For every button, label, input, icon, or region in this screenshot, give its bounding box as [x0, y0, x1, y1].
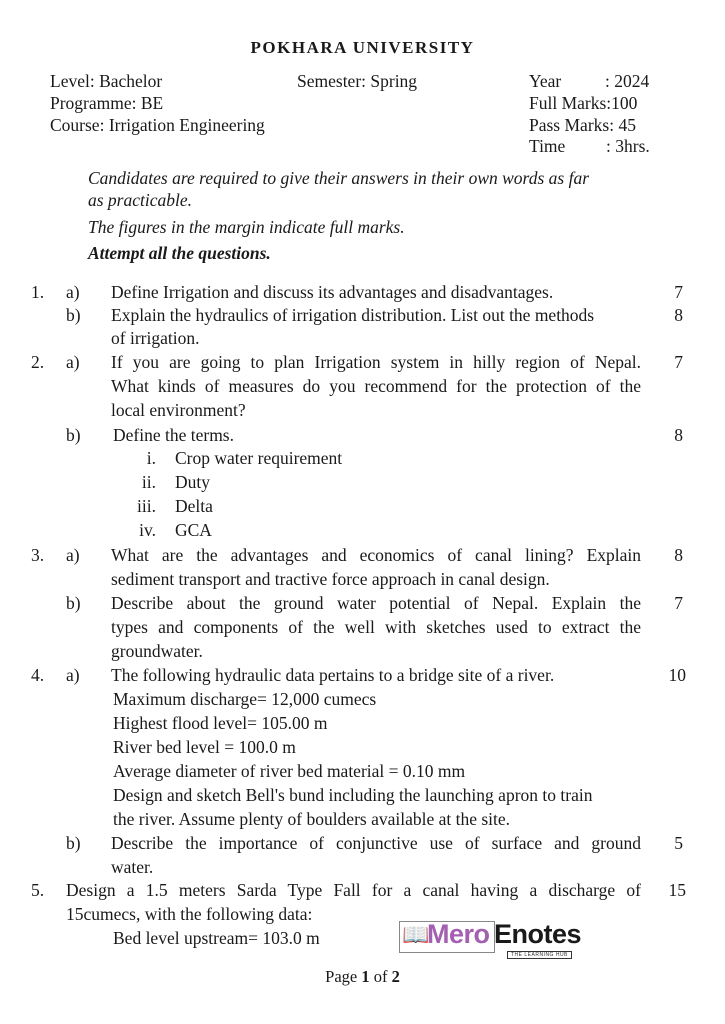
term-text: GCA [175, 520, 212, 540]
question-marks: 8 [674, 425, 683, 445]
instruction-line-3: The figures in the margin indicate full marks. [88, 217, 405, 237]
data-line: Maximum discharge= 12,000 cumecs [113, 689, 377, 709]
logo-tagline: THE LEARNING HUB [507, 951, 572, 959]
data-line: River bed level = 100.0 m [113, 737, 296, 757]
question-number: 4. [31, 665, 45, 685]
question-text: of irrigation. [111, 328, 200, 348]
time-value: : 3hrs. [606, 136, 650, 156]
term-number: i. [146, 448, 156, 468]
sub-question-label: a) [66, 282, 80, 302]
level-info: Level: Bachelor [50, 71, 163, 91]
programme-info: Programme: BE [50, 93, 164, 113]
question-marks: 7 [674, 593, 683, 613]
sub-question-label: b) [66, 425, 81, 445]
question-text: What kinds of measures do you recommend for the protection of the [111, 376, 641, 396]
question-text: Define Irrigation and discuss its advantages and disadvantages. [111, 282, 554, 302]
question-text: Describe about the ground water potential of Nepal. Explain the [111, 593, 641, 613]
question-marks: 5 [674, 833, 683, 853]
question-text: Define the terms. [113, 425, 234, 445]
of-word: of [373, 967, 388, 986]
question-marks: 15 [668, 880, 686, 900]
page-word: Page [325, 967, 358, 986]
sub-question-label: a) [66, 352, 80, 372]
page-footer [0, 967, 725, 987]
instruction-line-4: Attempt all the questions. [88, 243, 271, 263]
current-page: 1 [361, 967, 370, 986]
sub-question-label: a) [66, 665, 80, 685]
course-info: Course: Irrigation Engineering [50, 115, 265, 135]
question-text: If you are going to plan Irrigation system in hilly region of Nepal. [111, 352, 641, 372]
sub-question-label: b) [66, 305, 81, 325]
question-marks: 7 [674, 352, 683, 372]
question-text: the river. Assume plenty of boulders available at the site. [113, 809, 511, 829]
year-value: : 2024 [605, 71, 650, 91]
question-text: 15cumecs, with the following data: [66, 904, 313, 924]
question-number: 3. [31, 545, 45, 565]
question-number: 5. [31, 880, 45, 900]
question-text: Explain the hydraulics of irrigation distribution. List out the methods [111, 305, 595, 325]
logo-mero-text: Mero [427, 919, 490, 949]
pass-marks: Pass Marks: 45 [529, 115, 636, 135]
question-text: local environment? [111, 400, 246, 420]
semester-info: Semester: Spring [297, 71, 418, 91]
instruction-line-1: Candidates are required to give their answers in their own words as far [88, 168, 590, 188]
term-text: Delta [175, 496, 213, 516]
year-label: Year [529, 71, 562, 91]
time-label: Time [529, 136, 566, 156]
question-number: 1. [31, 282, 45, 302]
term-text: Crop water requirement [175, 448, 343, 468]
total-pages: 2 [391, 967, 400, 986]
question-text: The following hydraulic data pertains to a bridge site of a river. [111, 665, 555, 685]
question-marks: 8 [674, 545, 683, 565]
question-text: What are the advantages and economics of canal lining? Explain [111, 545, 641, 565]
data-line: Average diameter of river bed material = 0.10 mm [113, 761, 466, 781]
term-text: Duty [175, 472, 210, 492]
question-text: groundwater. [111, 641, 203, 661]
sub-question-label: b) [66, 833, 81, 853]
instruction-line-2: as practicable. [88, 190, 193, 210]
term-number: iii. [137, 496, 156, 516]
question-marks: 10 [668, 665, 686, 685]
sub-question-label: a) [66, 545, 80, 565]
full-marks: Full Marks:100 [529, 93, 638, 113]
logo-enotes-text: Enotes [494, 919, 582, 949]
question-marks: 7 [674, 282, 683, 302]
question-text: Design a 1.5 meters Sarda Type Fall for a canal having a discharge of [66, 880, 641, 900]
question-text: water. [111, 857, 154, 877]
question-marks: 8 [674, 305, 683, 325]
meroenotes-watermark [397, 917, 592, 963]
question-number: 2. [31, 352, 45, 372]
term-number: iv. [139, 520, 156, 540]
question-text: Design and sketch Bell's bund including the launching apron to train [113, 785, 593, 805]
data-line: Bed level upstream= 103.0 m [113, 928, 320, 948]
university-title: POKHARA UNIVERSITY [250, 38, 475, 57]
question-text: Describe the importance of conjunctive use of surface and ground [111, 833, 641, 853]
question-text: sediment transport and tractive force approach in canal design. [111, 569, 550, 589]
term-number: ii. [141, 472, 156, 492]
question-text: types and components of the well with sketches used to extract the [111, 617, 641, 637]
sub-question-label: b) [66, 593, 81, 613]
data-line: Highest flood level= 105.00 m [113, 713, 328, 733]
book-reader-icon: 📖 [402, 923, 430, 948]
